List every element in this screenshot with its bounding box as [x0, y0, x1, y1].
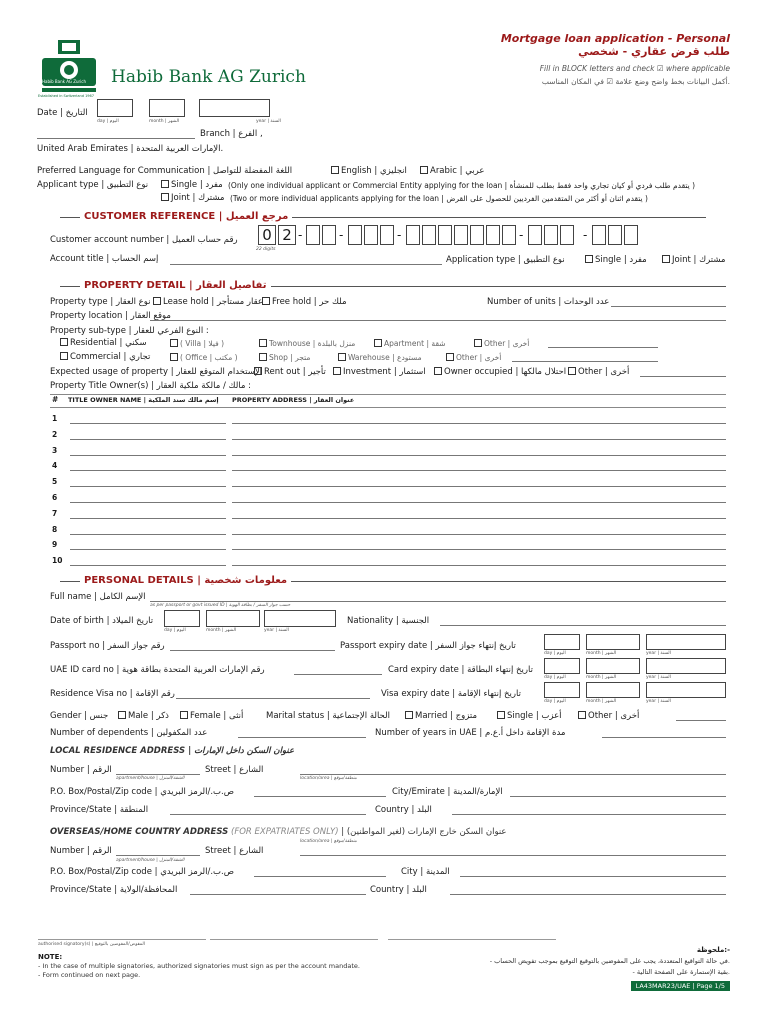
owner-row-number: 6: [52, 493, 58, 502]
digits-note: 22 digits: [256, 247, 276, 252]
passport-expiry-label: Passport expiry date | تاريخ إنتهاء جواز السفر: [340, 641, 516, 651]
units-field[interactable]: [611, 306, 726, 307]
local-country-field[interactable]: [452, 814, 726, 815]
local-pobox-field[interactable]: [254, 796, 386, 797]
owner-address-field[interactable]: [232, 518, 726, 519]
note-2: - Form continued on next page.: [38, 971, 141, 979]
acc-digit-11[interactable]: [454, 225, 468, 245]
note-2-ar: - بقية الإستمارة على الصفحة التالية.: [632, 968, 730, 976]
overseas-pobox-label: P.O. Box/Postal/Zip code | ص.ب./الرمز البريدي: [50, 867, 235, 877]
warehouse-option[interactable]: Warehouse | مستودع: [338, 352, 422, 363]
account-number-label: Customer account number | رقم حساب العميل: [50, 235, 238, 245]
acc-digit-7[interactable]: [380, 225, 394, 245]
other-com-checkbox[interactable]: [446, 353, 454, 361]
overseas-street-label: Street | الشارع: [205, 846, 264, 856]
signature-line-1[interactable]: [38, 939, 206, 940]
form-code: LA43MAR23/UAE: [635, 982, 691, 990]
local-city-field[interactable]: [510, 796, 726, 797]
visa-expiry-label: Visa expiry date | تاريخ إنتهاء الإقامة: [381, 689, 521, 699]
acc-dash: -: [339, 228, 344, 242]
apartment-option[interactable]: Apartment | شقة: [374, 338, 446, 349]
owner-address-field[interactable]: [232, 486, 726, 487]
villa-checkbox[interactable]: [170, 339, 178, 347]
investment-option[interactable]: Investment | استثمار: [333, 367, 426, 378]
ve-month-hint: month | الشهر: [586, 699, 617, 704]
location-field[interactable]: [150, 320, 726, 321]
location-label: Property location | موقع العقار: [50, 311, 171, 321]
date-day-box[interactable]: [97, 99, 133, 117]
signature-line-2[interactable]: [210, 939, 378, 940]
other-com-field[interactable]: [512, 361, 658, 362]
overseas-city-field[interactable]: [460, 876, 726, 877]
shop-checkbox[interactable]: [259, 353, 267, 361]
other-com-option[interactable]: Other | أخرى: [446, 352, 501, 363]
townhouse-checkbox[interactable]: [259, 339, 267, 347]
acc-dash: -: [583, 228, 588, 242]
acc-digit-17[interactable]: [560, 225, 574, 245]
owner-name-field[interactable]: [70, 534, 226, 535]
units-label: Number of units | عدد الوحدات: [487, 297, 610, 307]
local-street-field[interactable]: [300, 774, 726, 775]
app-joint-checkbox[interactable]: [662, 255, 670, 263]
dob-label: Date of birth | تاريخ الميلاد: [50, 616, 154, 626]
dob-month-hint: month | الشهر: [206, 628, 237, 633]
owner-address-field[interactable]: [232, 455, 726, 456]
owner-address-field[interactable]: [232, 423, 726, 424]
owner-row-number: 9: [52, 540, 58, 550]
owner-name-field[interactable]: [70, 455, 226, 456]
signature-line-3[interactable]: [388, 939, 556, 940]
owner-address-field[interactable]: [232, 565, 726, 566]
col-address-header: PROPERTY ADDRESS | عنوان العقار: [232, 396, 355, 404]
owner-row-number: 2: [52, 429, 58, 439]
property-title: PROPERTY DETAIL | تفاصيل العقار: [80, 280, 271, 291]
ce-month-hint: month | الشهر: [586, 675, 617, 680]
overseas-address-title: OVERSEAS/HOME COUNTRY ADDRESS (FOR EXPATRIATES ONLY) | عنوان السكن خارج الإمارات (لغير المواطنين): [50, 827, 507, 837]
country-label: United Arab Emirates | الإمارات العربية المتحدة.: [37, 144, 224, 154]
local-province-label: Province/State | المنطقة: [50, 805, 149, 815]
visa-expiry-year-box[interactable]: [646, 682, 726, 698]
other-usage-field[interactable]: [640, 376, 726, 377]
date-month-box[interactable]: [149, 99, 185, 117]
note-title-ar: ملحوظة:-: [696, 946, 730, 954]
rent-out-checkbox[interactable]: [254, 367, 262, 375]
customer-ref-title: CUSTOMER REFERENCE | مرجع العميل: [80, 211, 292, 222]
apartment-checkbox[interactable]: [374, 339, 382, 347]
single-note: (Only one individual applicant or Commercial Entity applying for the loan | يتقدم طلب فردي أو كيان تجاري واحد فقط بطلب للمنشأة ): [228, 181, 696, 190]
overseas-country-label: Country | البلد: [370, 885, 427, 895]
col-no-header: #: [52, 395, 59, 404]
years-uae-field[interactable]: [602, 737, 726, 738]
acc-digit-13[interactable]: [486, 225, 500, 245]
ce-day-hint: day | اليوم: [544, 675, 566, 680]
overseas-city-label: City | المدينة: [401, 867, 450, 877]
owner-row-number: 7: [52, 508, 58, 518]
marital-other-checkbox[interactable]: [578, 711, 586, 719]
passport-expiry-day-box[interactable]: [544, 634, 580, 650]
signatory-label: authorised signatory(s) | المفوض/المفوضين بالتوقيع: [38, 942, 146, 947]
account-title-field[interactable]: [170, 264, 442, 265]
acc-digit-1[interactable]: 0: [258, 225, 276, 245]
acc-digit-15[interactable]: [528, 225, 542, 245]
form-title-ar: طلب قرض عقاري - شخصي: [578, 45, 730, 58]
other-usage-checkbox[interactable]: [568, 367, 576, 375]
overseas-pobox-field[interactable]: [254, 876, 386, 877]
acc-digit-6[interactable]: [364, 225, 378, 245]
date-label: Date | التاريخ: [37, 108, 88, 118]
male-option[interactable]: Male | ذكر: [118, 711, 169, 722]
joint-checkbox[interactable]: [161, 193, 169, 201]
gender-label: Gender | جنس: [50, 711, 109, 721]
single-checkbox[interactable]: [161, 180, 169, 188]
owner-name-field[interactable]: [70, 439, 226, 440]
dob-year-hint: year | السنة: [264, 628, 289, 633]
english-checkbox[interactable]: [331, 166, 339, 174]
date-year-hint: year | السنة: [256, 119, 281, 124]
overseas-street-field[interactable]: [300, 855, 726, 856]
dob-month-box[interactable]: [206, 610, 260, 627]
owner-name-field[interactable]: [70, 423, 226, 424]
subtype-label: Property sub-type | النوع الفرعي للعقار :: [50, 326, 209, 336]
app-joint-option[interactable]: Joint | مشترك: [662, 255, 725, 266]
owner-name-field[interactable]: [70, 549, 226, 550]
overseas-apartment-note: apartment/house | الشقة/المنزل: [116, 858, 185, 863]
card-expiry-day-box[interactable]: [544, 658, 580, 674]
branch-field[interactable]: [37, 138, 195, 139]
acc-digit-9[interactable]: [422, 225, 436, 245]
uae-id-field[interactable]: [294, 674, 382, 675]
application-type-label: Application type | نوع التطبيق: [446, 255, 565, 265]
passport-expiry-month-box[interactable]: [586, 634, 640, 650]
other-res-option[interactable]: Other | أخرى: [474, 338, 529, 349]
married-option[interactable]: Married | متزوج: [405, 711, 477, 722]
logo-motto: Established in Switzerland 1967: [38, 94, 94, 98]
owner-name-field[interactable]: [70, 470, 226, 471]
pe-month-hint: month | الشهر: [586, 651, 617, 656]
acc-digit-2[interactable]: 2: [278, 225, 296, 245]
other-res-field[interactable]: [548, 347, 658, 348]
pe-year-hint: year | السنة: [646, 651, 671, 656]
property-type-label: Property type | نوع العقار: [50, 297, 151, 307]
marital-single-option[interactable]: Single | أعزب: [497, 711, 562, 722]
female-option[interactable]: Female | أنثى: [180, 711, 243, 722]
acc-digit-10[interactable]: [438, 225, 452, 245]
male-checkbox[interactable]: [118, 711, 126, 719]
joint-option[interactable]: Joint | مشترك: [161, 193, 224, 204]
marital-other-field[interactable]: [676, 720, 726, 721]
owner-name-field[interactable]: [70, 486, 226, 487]
acc-digit-5[interactable]: [348, 225, 362, 245]
ce-year-hint: year | السنة: [646, 675, 671, 680]
rent-out-option[interactable]: Rent out | تأجير: [254, 367, 326, 378]
acc-digit-14[interactable]: [502, 225, 516, 245]
acc-digit-3[interactable]: [306, 225, 320, 245]
office-checkbox[interactable]: [170, 353, 178, 361]
acc-digit-19[interactable]: [608, 225, 622, 245]
acc-digit-4[interactable]: [322, 225, 336, 245]
card-expiry-month-box[interactable]: [586, 658, 640, 674]
full-name-label: Full name | الإسم الكامل: [50, 592, 146, 602]
owner-row-number: 4: [52, 461, 58, 471]
owner-address-field[interactable]: [232, 534, 726, 535]
acc-dash: -: [519, 228, 524, 242]
applicant-type-label: Applicant type | نوع التطبيق: [37, 180, 149, 190]
instruction-ar: أكمل البيانات بخط واضح وضع علامة ☑ في المكان المناسب.: [541, 77, 730, 86]
card-expiry-label: Card expiry date | تاريخ إنتهاء البطاقة: [388, 665, 533, 675]
residential-option[interactable]: Residential | سكني: [60, 338, 147, 349]
villa-option[interactable]: ( Villa | فيلا ): [170, 338, 224, 349]
dependents-field[interactable]: [238, 737, 366, 738]
leasehold-checkbox[interactable]: [153, 297, 161, 305]
nationality-label: Nationality | الجنسية: [347, 616, 430, 626]
date-year-box[interactable]: [199, 99, 270, 117]
owner-occupied-option[interactable]: Owner occupied | احتلال مالكها: [434, 367, 566, 378]
overseas-country-field[interactable]: [450, 894, 726, 895]
dob-day-hint: day | اليوم: [164, 628, 186, 633]
local-address-title: LOCAL RESIDENCE ADDRESS | عنوان السكن داخل الإمارات: [50, 746, 295, 756]
local-pobox-label: P.O. Box/Postal/Zip code | ص.ب./الرمز البريدي: [50, 787, 235, 797]
acc-digit-20[interactable]: [624, 225, 638, 245]
marital-single-checkbox[interactable]: [497, 711, 505, 719]
form-title-en: Mortgage loan application - Personal: [500, 32, 730, 45]
local-number-label: Number | الرقم: [50, 765, 112, 775]
instruction-en: Fill in BLOCK letters and check ☑ where applicable: [539, 64, 730, 73]
dob-day-box[interactable]: [164, 610, 200, 627]
uae-id-label: UAE ID card no | رقم الإمارات العربية المتحدة بطاقة هوية: [50, 665, 265, 675]
bank-logo: [38, 40, 100, 98]
usage-label: Expected usage of property | الإستخدام المتوقع للعقار: [50, 367, 263, 377]
owners-label: Property Title Owner(s) | مالك / مالكة ملكية العقار :: [50, 381, 252, 391]
owner-row-number: 3: [52, 445, 58, 455]
commercial-option[interactable]: Commercial | تجاري: [60, 352, 150, 363]
owner-row-number: 5: [52, 477, 58, 487]
res-visa-field[interactable]: [176, 698, 370, 699]
acc-digit-8[interactable]: [406, 225, 420, 245]
passport-no-field[interactable]: [170, 650, 335, 651]
acc-digit-18[interactable]: [592, 225, 606, 245]
arabic-checkbox[interactable]: [420, 166, 428, 174]
personal-title: PERSONAL DETAILS | معلومات شخصية: [80, 575, 291, 586]
other-usage-option[interactable]: Other | أخرى: [568, 367, 629, 378]
note-title: NOTE:: [38, 953, 63, 961]
marital-label: Marital status | الحالة الإجتماعية: [266, 711, 390, 721]
years-uae-label: Number of years in UAE | مدة الإقامة داخل أ.ع.م: [375, 728, 566, 738]
commercial-checkbox[interactable]: [60, 352, 68, 360]
leasehold-option[interactable]: Lease hold | عقار مستأجر: [153, 297, 263, 308]
page-number: Page 1/5: [696, 982, 725, 990]
owner-row-number: 1: [52, 414, 58, 423]
card-expiry-year-box[interactable]: [646, 658, 726, 674]
investment-checkbox[interactable]: [333, 367, 341, 375]
passport-no-label: Passport no | رقم جواز السفر: [50, 641, 165, 651]
owner-name-field[interactable]: [70, 565, 226, 566]
owner-address-field[interactable]: [232, 470, 726, 471]
residential-checkbox[interactable]: [60, 338, 68, 346]
ve-year-hint: year | السنة: [646, 699, 671, 704]
office-option[interactable]: ( Office | مكتب ): [170, 352, 238, 363]
owner-name-field[interactable]: [70, 518, 226, 519]
note-1-ar: - في حالة التواقيع المتعددة، يجب على المفوضين بالتوقيع التوقيع بموجب تفويض الحساب.: [489, 957, 730, 965]
freehold-option[interactable]: Free hold | ملك حر: [262, 297, 347, 308]
full-name-field[interactable]: [150, 601, 726, 602]
owner-occupied-checkbox[interactable]: [434, 367, 442, 375]
owner-address-field[interactable]: [232, 502, 726, 503]
owner-row-number: 10: [52, 556, 63, 566]
res-visa-label: Residence Visa no | رقم الإقامة: [50, 689, 175, 699]
local-province-field[interactable]: [170, 814, 366, 815]
other-res-checkbox[interactable]: [474, 339, 482, 347]
overseas-number-label: Number | الرقم: [50, 846, 112, 856]
branch-label: Branch | الفرع ,: [200, 129, 263, 139]
local-apartment-note: apartment/house | الشقة/المنزل: [116, 776, 185, 781]
local-city-label: City/Emirate | الإمارة/المدينة: [392, 787, 503, 797]
logo-caption: Habib Bank AG Zurich: [42, 79, 87, 84]
ve-day-hint: day | اليوم: [544, 699, 566, 704]
joint-note: (Two or more individual applicants applying for the loan | يتقدم اثنان أو أكثر من المتقدمين الفرديين للحصول على القرض ): [230, 194, 648, 203]
owner-row-number: 8: [52, 524, 58, 534]
overseas-province-field[interactable]: [190, 894, 366, 895]
local-location-note: location/area | منطقة/موقع: [300, 776, 357, 781]
full-name-note: as per passport or govt issued ID | حسب جواز السفر / بطاقة الهوية: [150, 603, 291, 608]
owner-address-field[interactable]: [232, 439, 726, 440]
account-title-label: Account title | إسم الحساب: [50, 254, 159, 264]
nationality-field[interactable]: [440, 625, 726, 626]
local-country-label: Country | البلد: [375, 805, 432, 815]
acc-dash: -: [397, 228, 402, 242]
female-checkbox[interactable]: [180, 711, 188, 719]
dob-year-box[interactable]: [264, 610, 336, 627]
local-number-field[interactable]: [116, 774, 200, 775]
app-single-checkbox[interactable]: [585, 255, 593, 263]
note-1: - In the case of multiple signatories, authorized signatories must sign as per the account mandate.: [38, 962, 360, 970]
date-month-hint: month | الشهر: [149, 119, 180, 124]
pref-lang-label: Preferred Language for Communication | اللغة المفضلة للتواصل: [37, 166, 293, 176]
bank-name: Habib Bank AG Zurich: [111, 67, 306, 87]
owner-name-field[interactable]: [70, 502, 226, 503]
overseas-location-note: location/area | منطقة/موقع: [300, 839, 357, 844]
freehold-checkbox[interactable]: [262, 297, 270, 305]
townhouse-option[interactable]: Townhouse | منزل بالبلدة: [259, 338, 355, 349]
acc-dash: -: [298, 228, 303, 242]
dependents-label: Number of dependents | عدد المكفولين: [50, 728, 208, 738]
married-checkbox[interactable]: [405, 711, 413, 719]
pe-day-hint: day | اليوم: [544, 651, 566, 656]
col-owner-header: TITLE OWNER NAME | إسم مالك سند الملكية: [68, 396, 219, 404]
marital-other-option[interactable]: Other | أخرى: [578, 711, 639, 722]
warehouse-checkbox[interactable]: [338, 353, 346, 361]
overseas-number-field[interactable]: [116, 855, 200, 856]
arabic-option[interactable]: Arabic | عربي: [420, 166, 484, 177]
app-single-option[interactable]: Single | مفرد: [585, 255, 647, 266]
passport-expiry-year-box[interactable]: [646, 634, 726, 650]
overseas-province-label: Province/State | المحافظة/الولاية: [50, 885, 178, 895]
page-footer-badge: LA43MAR23/UAE | Page 1/5: [631, 981, 730, 991]
acc-digit-12[interactable]: [470, 225, 484, 245]
owner-address-field[interactable]: [232, 549, 726, 550]
visa-expiry-month-box[interactable]: [586, 682, 640, 698]
single-option[interactable]: Single | مفرد: [161, 180, 223, 191]
acc-digit-16[interactable]: [544, 225, 558, 245]
local-street-label: Street | الشارع: [205, 765, 264, 775]
date-day-hint: day | اليوم: [97, 119, 119, 124]
visa-expiry-day-box[interactable]: [544, 682, 580, 698]
shop-option[interactable]: Shop | متجر: [259, 352, 310, 363]
english-option[interactable]: English | انجليزي: [331, 166, 407, 177]
